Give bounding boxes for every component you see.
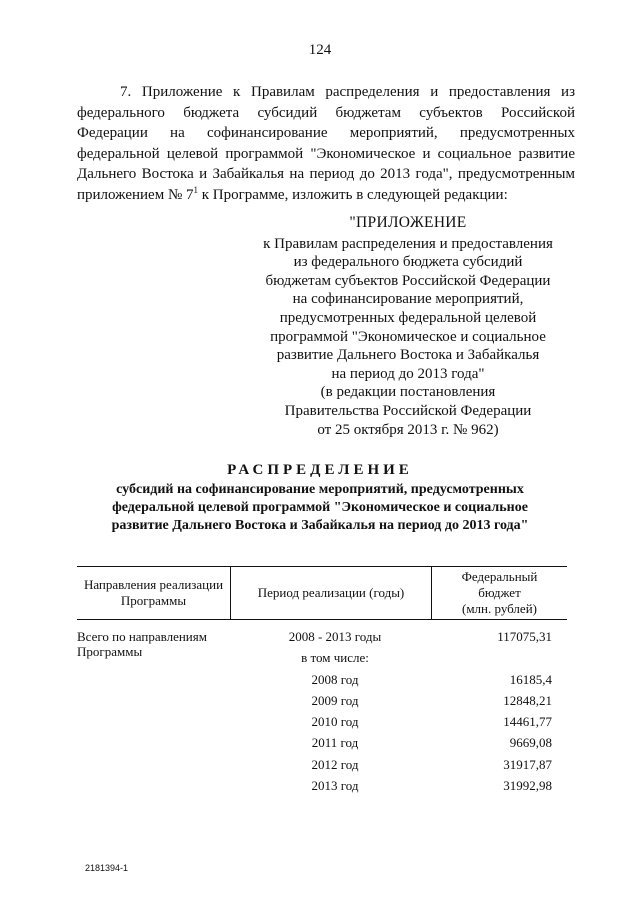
row-amount: 117075,31: [497, 629, 552, 644]
row-period: 2008 - 2013 годы: [288, 629, 382, 644]
appendix-line: развитие Дальнего Востока и Забайкалья: [276, 347, 540, 364]
table-row: [77, 672, 567, 693]
header-budget: [432, 567, 567, 619]
distribution-subtitle: [60, 481, 580, 535]
direction-label-line: Программы: [77, 644, 143, 659]
appendix-line: на период до 2013 года": [331, 365, 485, 382]
distribution-subtitle-line: федеральной целевой программой "Экономическое и социальное: [112, 500, 528, 515]
table-row: [77, 714, 567, 735]
header-budget-line: (млн. рублей): [461, 601, 537, 616]
page-number: 124: [308, 42, 332, 58]
row-amount: 12848,21: [503, 693, 552, 708]
row-period: 2013 год: [311, 778, 359, 793]
distribution-title: РАСПРЕДЕЛЕНИЕ: [227, 462, 413, 478]
appendix-title: "ПРИЛОЖЕНИЕ: [349, 214, 467, 231]
table-row: [77, 757, 567, 778]
table-row: [77, 778, 567, 799]
row-amount: 9669,08: [509, 735, 552, 750]
intro-paragraph: [77, 82, 575, 206]
intro-text: 7. Приложение к Правилам распределения и предоставления из федерального бюджета субсидий бюджетам субъектов Российской Федерации на софинансирование мероприятий, предусмотренных федеральной целевой программой "Экономическое и социальное развитие Дальнего Востока и Забайкалья на период до 2013 года", предусмотренным приложением № 7: [77, 84, 575, 203]
table-row: [77, 735, 567, 756]
appendix-line: бюджетам субъектов Российской Федерации: [265, 272, 551, 289]
table-row: [77, 650, 567, 671]
row-amount: 16185,4: [509, 672, 552, 687]
row-period: 2008 год: [311, 672, 359, 687]
appendix-line: программой "Экономическое и социальное: [270, 328, 546, 345]
appendix-line: предусмотренных федеральной целевой: [279, 309, 537, 326]
document-code: 2181394-1: [85, 863, 129, 873]
table-row: [77, 629, 567, 650]
row-amount: 31992,98: [503, 778, 552, 793]
row-period: 2011 год: [311, 735, 359, 750]
header-budget-line: бюджет: [478, 585, 521, 600]
row-period: 2012 год: [311, 757, 359, 772]
row-period: в том числе:: [301, 650, 369, 665]
header-period: Период реализации (годы): [231, 567, 432, 619]
table-header: [77, 566, 567, 620]
appendix-line: на софинансирование мероприятий,: [292, 291, 524, 308]
appendix-block: [250, 214, 566, 439]
appendix-line: из федерального бюджета субсидий: [293, 254, 523, 271]
direction-label-line: Всего по направлениям: [77, 629, 207, 644]
appendix-line: Правительства Российской Федерации: [284, 402, 532, 419]
intro-text-end: к Программе, изложить в следующей редакции:: [198, 186, 508, 203]
header-directions-line: Программы: [120, 593, 187, 608]
distribution-subtitle-line: развитие Дальнего Востока и Забайкалья на период до 2013 года": [111, 518, 529, 533]
appendix-line: к Правилам распределения и предоставления: [263, 235, 553, 252]
row-period: 2010 год: [311, 714, 359, 729]
row-amount: 14461,77: [503, 714, 552, 729]
intro-superscript: 1: [193, 184, 199, 195]
appendix-line: от 25 октября 2013 г. № 962): [317, 421, 499, 438]
header-budget-line: Федеральный: [461, 569, 538, 584]
appendix-line: (в редакции постановления: [320, 384, 496, 401]
distribution-subtitle-line: субсидий на софинансирование мероприятий, предусмотренных: [116, 482, 524, 497]
row-period: 2009 год: [311, 693, 359, 708]
table-row: [77, 693, 567, 714]
row-amount: 31917,87: [503, 757, 552, 772]
header-directions: [77, 567, 231, 619]
header-directions-line: Направления реализации: [83, 577, 224, 592]
